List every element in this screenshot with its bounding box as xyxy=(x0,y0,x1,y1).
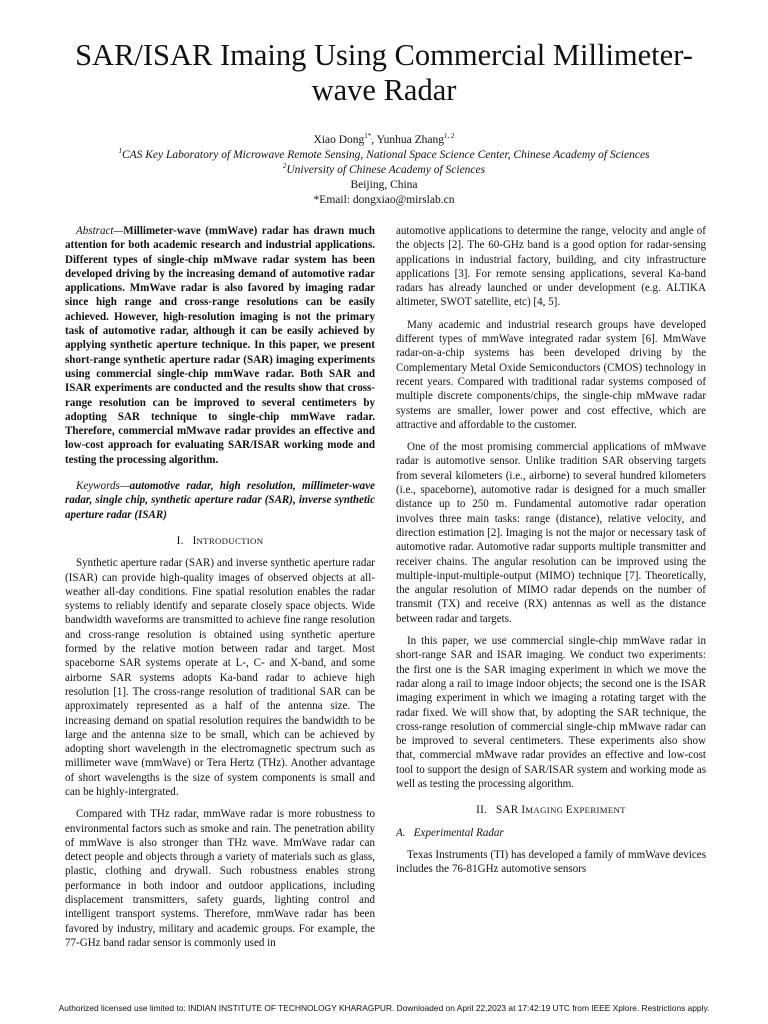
paper-title xyxy=(40,38,728,108)
body-paragraph: In this paper, we use commercial single-chip mmWave radar in short-range SAR and ISAR imaging. We conduct two experiments: the first one is the SAR imaging experiment in which we move the radar along a rail to image indoor objects; the second one is the ISAR imaging experiment in which we imaging a rotating target with the radar fixed. We will show that, by adopting the SAR technique, the cross-range resolution of commercial single-chip mMwave radar can be improved to several centimeters. These experiments also show that, commercial mMwave radar provides an effective and low-cost tool to support the design of SAR/ISAR system and working mode as well as testing the processing algorithm. xyxy=(396,635,706,790)
keywords: Keywords—automotive radar, high resolution, millimeter-wave radar, single chip, synthetic aperture radar (SAR), inverse synthetic aperture radar (ISAR) xyxy=(65,480,375,521)
subsection-heading: A. Experimental Radar xyxy=(396,826,504,839)
title-line-1: SAR/ISAR Imaing Using Commercial Millimeter- xyxy=(75,38,693,72)
section-heading-sar-imaging: II. SAR IMAGING EXPERIMENT xyxy=(476,804,626,817)
section-heading-introduction: I. INTRODUCTION xyxy=(176,534,264,547)
affiliation-1: $^1$CAS Key Laboratory of Microwave Remote Sensing, National Space Science Center, Chinese Academy of Sciences xyxy=(118,147,650,161)
intro-paragraph-1: Synthetic aperture radar (SAR) and inverse synthetic aperture radar (ISAR) can provide high-quality images of observed objects at all-weather all-day conditions. Fine spatial resolution enables the radar systems to reliably identify and separate closely space objects. Wide bandwidth waveforms are transmitted to achieve fine range resolution and cross-range resolution is obtained using synthetic aperture formed by the relative motion between radar and target. Most spaceborne SAR systems operate at L-, C- and X-band, and some airborne SAR systems adopts Ka-band radar to achieve high resolution [1]. The cross-range resolution of traditional SAR can be approximately represented as a half of the antenna size. The increasing demand on spatial resolution requires the bandwidth to be large and the antenna size to be small, which can be achieved by adopting short wavelength in the electromagnetic spectrum such as millimeter wave (mmWave) or Tera Hertz (THz). Another advantage of short wavelengths is the size of system components is small and can be highly-intergrated. xyxy=(65,557,375,798)
author-email: *Email: dongxiao@mirslab.cn xyxy=(313,194,455,206)
left-column xyxy=(65,224,375,950)
author-location: Beijing, China xyxy=(350,179,418,191)
body-paragraph: One of the most promising commercial applications of mMwave radar is automotive sensor. Unlike tradition SAR observing targets from several kilometers (i.e., airborne) to several hundred kilometers (i.e., spaceborne), automotive radar is designed for a much smaller distance up to 250 m. Fundamental automotive radar operation involves three main tasks: range (distance), relative velocity, and direction estimation [2]. Imaging is not the major or necessary task of automotive radar. Automotive radar supports multiple transmitter and receiver chains. The angular resolution can be improved using the multiple-input-multiple-output (MIMO) technique [7]. Theoretically, the angular resolution of MIMO radar depends on the number of transmit (TX) and receive (RX) antennas as well as the distance between radar and targets. xyxy=(396,441,706,625)
intro-paragraph-2: Compared with THz radar, mmWave radar is more robustness to environmental factors such as smoke and rain. The penetration ability of mmWave is also stronger than THz wave. MmWave radar can detect people and objects through a variety of materials such as glass, plastic, clothing and drywall. Such robustness enables strong performance in both indoor and outdoor applications, including displacement transmitters, safety guards, lighting control and intelligent transport systems. Therefore, mmWave radar has been favored by industry, military and academic groups. For example, the 77-GHz band radar sensor is commonly used in xyxy=(65,808,375,949)
body-paragraph-continued: automotive applications to determine the range, velocity and angle of the objects [2]. The 60-GHz band is a good option for radar-sensing applications in industrial factory, building, and city infrastructure applications [3]. For remote sensing applications, several Ka-band radars has already launched or under development (e.g. ALTIKA altimeter, SWOT satellite, etc) [4, 5]. xyxy=(396,225,706,309)
author-block xyxy=(40,133,728,208)
license-footer: Authorized licensed use limited to: INDIAN INSTITUTE OF TECHNOLOGY KHARAGPUR. Downloaded on April 22,2023 at 17:42:19 UTC from IEEE Xplore. Restrictions apply. xyxy=(58,1003,710,1013)
body-paragraph: Texas Instruments (TI) has developed a family of mmWave devices includes the 76-81GHz automotive sensors xyxy=(396,848,706,876)
author-names: Xiao Dong$^{1*}$, Yunhua Zhang$^{1, 2}$ xyxy=(313,132,455,146)
affiliation-2: $^2$University of Chinese Academy of Sciences xyxy=(282,162,486,176)
title-line-2: wave Radar xyxy=(311,73,457,107)
abstract: Abstract—Millimeter-wave (mmWave) radar has drawn much attention for both academic research and industrial applications. Different types of single-chip mMwave radar system has been developed driving by the increasing demand of automotive radar applications. MmWave radar is also favored by imaging radar since high range and cross-range resolutions can be easily achieved. However, high-resolution imaging is not the primary task of automotive radar, although it can be easily achieved by applying synthetic aperture technique. In this paper, we present short-range synthetic aperture radar (SAR) imaging experiments using commercial single-chip mmWave radar. Both SAR and ISAR experiments are conducted and the results show that cross-range resolution can be improved to several centimeters by adopting SAR technique to single-chip mmWave radar. Therefore, commercial mMwave radar provides an effective and low-cost approach for evaluating SAR/ISAR working mode and testing the processing algorithm. xyxy=(65,225,375,466)
body-paragraph: Many academic and industrial research groups have developed different types of mmWave integrated radar system [6]. MmWave radar-on-a-chip systems has been developed driving by the Complementary Metal Oxide Semiconductors (CMOS) technology in recent years. Compared with traditional radar systems composed of multiple discrete components/chips, the single-chip mMwave radar systems are smaller, lower power and cost effective, which are attractive and affordable to the customer. xyxy=(396,318,706,431)
right-column xyxy=(396,224,706,876)
